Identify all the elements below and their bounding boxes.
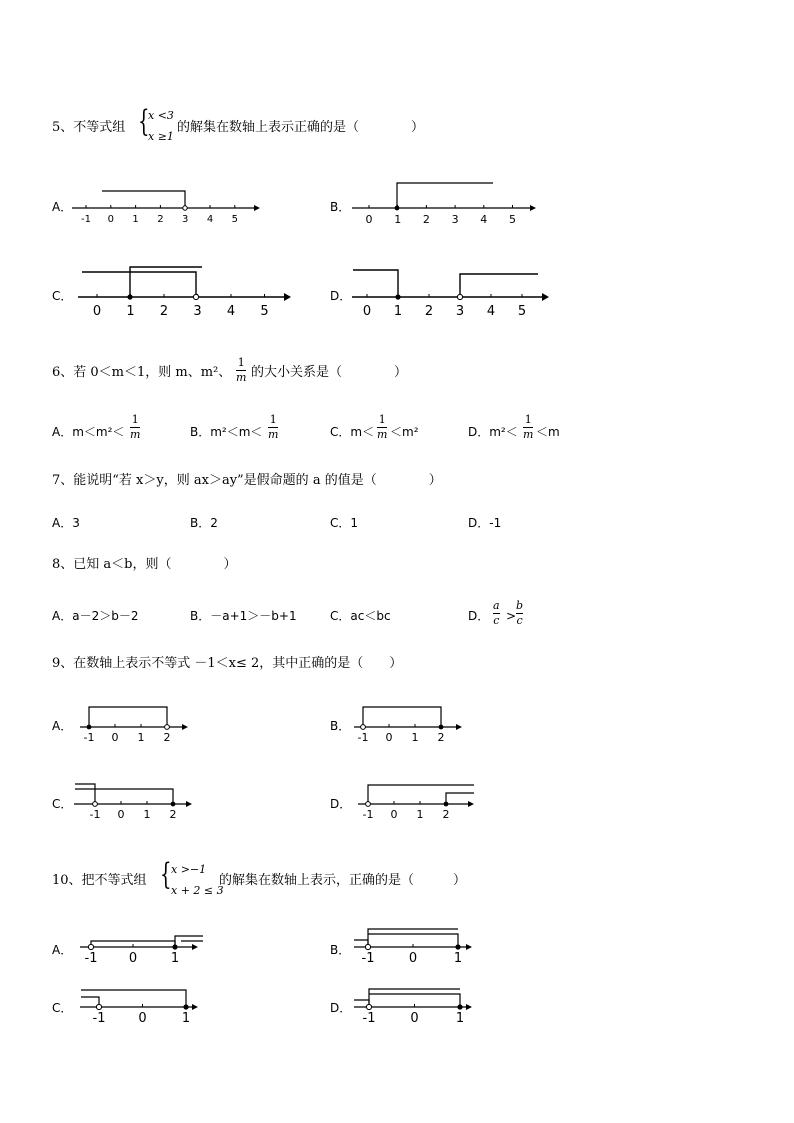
q10-number-line-c[interactable] [78,984,203,1029]
q9-c-tick-label: 0 [117,808,125,821]
q6-stem-suffix: 的大小关系是（ ） [251,365,408,380]
q5-c-tick-label: 1 [126,304,135,319]
q5-a-tick-label: 1 [132,214,139,225]
q8-d-den1: c [493,614,500,628]
q5-a-tick-label: 5 [231,214,238,225]
q5-system-line2: x ≥1 [148,130,174,143]
q6-stem-prefix: 6、若 0＜m＜1，则 m、m²、 [52,365,232,380]
q6-option-d-tail: ＜m [536,425,560,439]
q5-d-tick-label: 3 [455,304,465,319]
q5-option-c-label[interactable]: C． [52,289,73,303]
q7-option-d[interactable]: D．-1 [468,516,502,530]
q6-option-c-tail: ＜m² [390,425,419,439]
q10-option-b-label[interactable]: B． [330,943,351,957]
q5-a-tick-label: 0 [107,214,114,225]
q5-c-tick-label: 3 [193,304,202,319]
q9-option-d-label[interactable]: D． [330,797,352,811]
q9-c-tick-label: -1 [89,808,101,821]
q5-b-tick-label: 0 [365,213,373,226]
q8-option-d-frac2 [516,600,523,627]
q6-option-a-frac: 1 m [130,413,141,442]
q9-number-line-a[interactable] [78,703,193,748]
q9-option-b-label[interactable]: B． [330,719,351,733]
q9-option-c-label[interactable]: C． [52,797,73,811]
q9-a-tick-label: 2 [163,731,171,744]
q5-number-line-d[interactable] [350,264,555,319]
q8-stem: 8、已知 a＜b，则（ ） [52,557,237,572]
q9-b-tick-label: 0 [385,731,393,744]
q6-frac-den: m [236,371,247,385]
q10-b-tick-label: 0 [408,951,418,966]
q6-option-d[interactable]: D．m²＜ [468,425,518,439]
q9-stem: 9、在数轴上表示不等式 －1＜x≤ 2，其中正确的是（ ） [52,656,403,671]
q6-fraction [236,357,246,384]
q5-stem-prefix: 5、不等式组 [52,120,126,135]
q8-option-b[interactable]: B．－a+1＞－b+1 [190,609,297,623]
q9-b-tick-label: 2 [437,731,445,744]
q6-option-a[interactable]: A．m＜m²＜ [52,425,125,439]
q10-d-tick-label: 0 [410,1011,419,1026]
q8-option-d-label[interactable]: D． [468,609,490,623]
q5-b-tick-label: 2 [422,213,430,226]
q5-c-tick-label: 5 [260,304,269,319]
q9-a-tick-label: 1 [137,731,145,744]
q5-c-tick-label: 4 [226,304,236,319]
q5-number-line-a[interactable] [70,185,260,230]
q7-option-c[interactable]: C．1 [330,516,359,530]
q6-option-d-frac: 1 m [523,413,534,442]
q10-option-c-label[interactable]: C． [52,1001,73,1015]
q5-a-tick-label: -1 [81,214,91,225]
q5-d-tick-label: 4 [486,304,496,319]
q10-number-line-d[interactable] [352,984,482,1029]
q9-number-line-d[interactable] [356,780,481,825]
q9-option-a-label[interactable]: A． [52,719,73,733]
q9-a-tick-label: -1 [83,731,95,744]
q8-option-d-gt: > [506,609,517,623]
q5-d-tick-label: 2 [424,304,434,319]
q5-d-tick-label: 5 [517,304,527,319]
q9-number-line-b[interactable] [352,703,467,748]
q6-option-b-frac: 1 m [268,413,279,442]
q5-option-d-label[interactable]: D． [330,289,352,303]
q7-option-b[interactable]: B．2 [190,516,218,530]
q10-a-tick-label: -1 [84,951,98,966]
q6-frac-num: 1 [237,356,245,369]
q9-b-tick-label: 1 [411,731,419,744]
q10-b-tick-label: -1 [361,951,375,966]
q10-a-tick-label: 0 [128,951,138,966]
q5-system-line1: x <3 [148,109,174,122]
q10-b-tick-label: 1 [453,951,463,966]
q8-option-d-frac1 [493,600,500,627]
q8-d-den2: c [516,614,523,628]
q10-c-tick-label: 0 [138,1011,147,1026]
q5-option-a-label[interactable]: A． [52,200,73,214]
q5-d-tick-label: 1 [393,304,403,319]
q10-c-tick-label: 1 [181,1011,191,1026]
q9-d-tick-label: 0 [390,808,398,821]
q10-system-line2: x + 2 ≤ 3 [171,884,224,897]
q5-number-line-b[interactable] [350,180,540,230]
q5-number-line-c[interactable] [76,264,296,319]
q5-d-tick-label: 0 [362,304,372,319]
q8-option-c[interactable]: C．ac＜bc [330,609,391,623]
q10-stem-suffix: 的解集在数轴上表示，正确的是（ ） [219,873,467,888]
q5-a-tick-label: 3 [182,214,189,225]
q5-c-tick-label: 2 [159,304,169,319]
q5-b-tick-label: 3 [451,213,459,226]
q9-d-tick-label: 1 [416,808,424,821]
q10-c-tick-label: -1 [92,1011,106,1026]
q5-b-tick-label: 4 [480,213,488,226]
q8-d-num2: b [516,599,524,612]
q8-d-num1: a [493,599,500,612]
q6-option-c-frac: 1 m [377,413,388,442]
q8-option-a[interactable]: A．a－2＞b－2 [52,609,139,623]
q5-a-tick-label: 2 [157,214,164,225]
q9-c-tick-label: 1 [143,808,151,821]
q10-number-line-b[interactable] [352,926,482,971]
q10-d-tick-label: -1 [362,1011,376,1026]
q10-stem-prefix: 10、把不等式组 [52,873,147,888]
q9-d-tick-label: 2 [442,808,450,821]
q6-option-b[interactable]: B．m²＜m＜ [190,425,263,439]
q10-a-tick-label: 1 [170,951,180,966]
q5-c-tick-label: 0 [92,304,102,319]
q10-d-tick-label: 1 [455,1011,465,1026]
q10-system-line1: x >−1 [171,863,207,876]
q9-d-tick-label: -1 [362,808,374,821]
q10-option-a-label[interactable]: A． [52,943,73,957]
q10-number-line-a[interactable] [78,930,213,970]
q10-brace: { [160,857,172,892]
q5-stem-suffix: 的解集在数轴上表示正确的是（ ） [177,120,425,135]
q5-a-tick-label: 4 [206,214,214,225]
q9-a-tick-label: 0 [111,731,119,744]
q9-b-tick-label: -1 [357,731,369,744]
q10-option-d-label[interactable]: D． [330,1001,352,1015]
q7-stem: 7、能说明“若 x＞y，则 ax＞ay”是假命题的 a 的值是（ ） [52,473,442,488]
q9-c-tick-label: 2 [169,808,177,821]
q6-option-c[interactable]: C．m＜ [330,425,375,439]
q7-option-a[interactable]: A．3 [52,516,80,530]
q5-b-tick-label: 1 [394,213,402,226]
q5-b-tick-label: 5 [509,213,516,226]
q5-option-b-label[interactable]: B． [330,200,351,214]
q9-number-line-c[interactable] [72,780,197,825]
q5-brace: { [138,104,150,139]
